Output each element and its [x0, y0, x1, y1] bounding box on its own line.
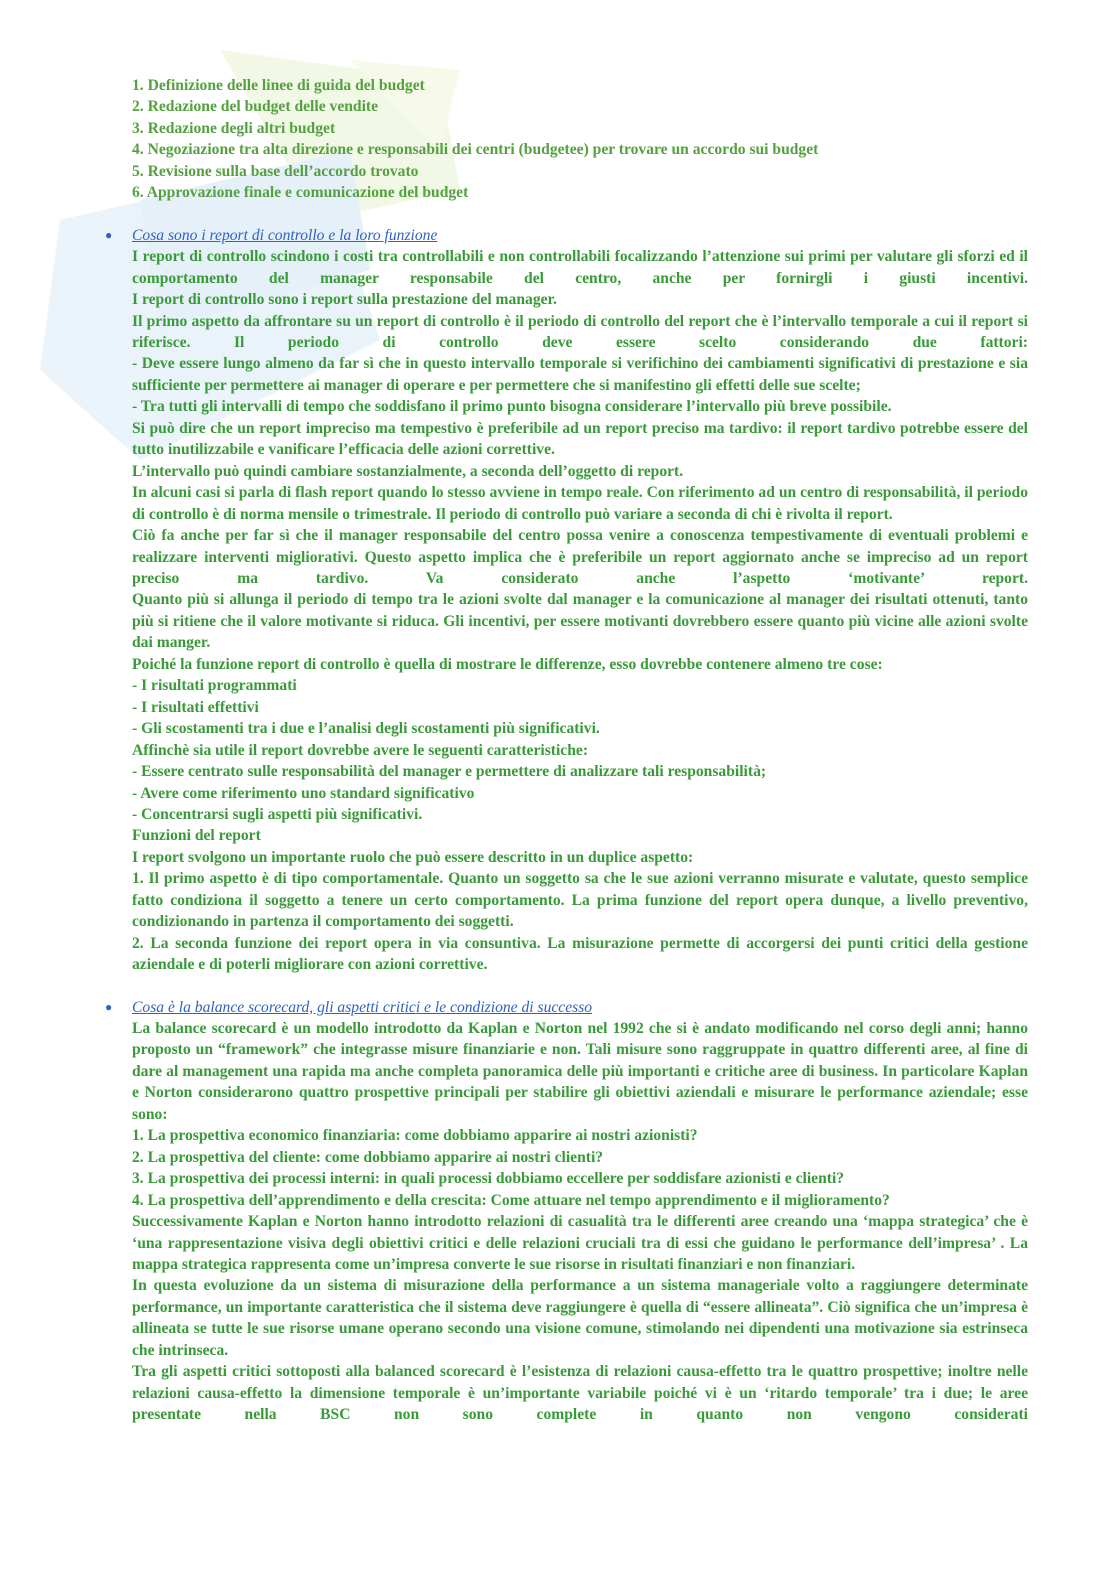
- paragraph: Poiché la funzione report di controllo è quella di mostrare le differenze, esso dovrebbe contenere almeno tre cose:: [132, 655, 883, 673]
- list-item: - Concentrarsi sugli aspetti più significativi.: [132, 805, 423, 823]
- paragraph: In alcuni casi si parla di flash report quando lo stesso avviene in tempo reale. Con riferimento ad un centro di responsabilità, il periodo di controllo è di norma mensile o trimestrale. Il periodo di controllo può variare a seconda di chi è rivolta il report.: [132, 484, 1028, 523]
- list-item: 2. La prospettiva del cliente: come dobbiamo apparire ai nostri clienti?: [132, 1148, 604, 1166]
- bullet-icon: ●: [105, 227, 113, 242]
- paragraph: 1. Il primo aspetto è di tipo comportamentale. Quanto un soggetto sa che le sue azioni verranno misurate e valutate, questo semplice fatto condiziona il soggetto a tenere un certo comportamento. La prima funzione del report opera dunque, a livello preventivo, condizionando in partenza il comportamento dei soggetti.: [132, 870, 1028, 931]
- paragraph: 2. La seconda funzione dei report opera in via consuntiva. La misurazione permette di accorgersi dei punti critici della gestione aziendale e di poterli migliorare con azioni correttive.: [132, 934, 1028, 974]
- paragraph: Si può dire che un report impreciso ma tempestivo è preferibile ad un report preciso ma tardivo: il report tardivo potrebbe essere del tutto inutilizzabile e vanificare l’efficacia delle azioni correttive.: [132, 419, 1028, 459]
- section-report-controllo: [105, 225, 1028, 976]
- paragraph: I report di controllo sono i report sulla prestazione del manager.: [132, 291, 557, 309]
- list-item: - Essere centrato sulle responsabilità del manager e permettere di analizzare tali responsabilità;: [132, 763, 767, 781]
- subheading: Funzioni del report: [132, 827, 261, 845]
- paragraph: In questa evoluzione da un sistema di misurazione della performance a un sistema manageriale volto a raggiungere determinate performance, un importante caratteristica che il sistema deve raggiungere è quella di “essere allineata”. Ciò significa che un’impresa è allineata se tutte le sue risorse umane operano secondo una visione comune, stimolando nei dipendenti una motivazione sia estrinseca che intrinseca.: [132, 1277, 1028, 1359]
- list-item: 2. Redazione del budget delle vendite: [132, 98, 379, 116]
- list-item: - I risultati programmati: [132, 677, 297, 695]
- paragraph: - Tra tutti gli intervalli di tempo che soddisfano il primo punto bisogna considerare l’intervallo più breve possibile.: [132, 398, 892, 416]
- bullet-icon: ●: [105, 999, 113, 1014]
- paragraph: Successivamente Kaplan e Norton hanno introdotto relazioni di casualità tra le differenti aree creando una ‘mappa strategica’ che è ‘una rappresentazione visiva degli obiettivi critici e delle relazioni cruciali tra di essi che guidano le performance dell’impresa’ . La mappa strategica rappresenta come un’impresa converte le sue risorse in risultati finanziari e non finanziari.: [132, 1213, 1028, 1274]
- paragraph: I report svolgono un importante ruolo che può essere descritto in un duplice aspetto:: [132, 848, 694, 866]
- list-item: 3. Redazione degli altri budget: [132, 119, 336, 137]
- paragraph: La balance scorecard è un modello introdotto da Kaplan e Norton nel 1992 che si è andato modificando nel corso degli anni; hanno proposto un “framework” che integrasse misure finanziarie e non. Tali misure sono raggruppate in quattro differenti aree, al fine di dare al management una rapida ma anche completa panoramica delle più importanti e critiche aree di business. In particolare Kaplan e Norton considerarono quattro prospettive principali per stabilire gli obiettivi aziendali e misurare le performance aziendale; esse sono:: [132, 1020, 1028, 1123]
- list-item: 3. La prospettiva dei processi interni: in quali processi dobbiamo eccellere per soddisfare azionisti e clienti?: [132, 1170, 845, 1188]
- paragraph: Il primo aspetto da affrontare su un report di controllo è il periodo di controllo del report che è l’intervallo temporale a cui il report si riferisce. Il periodo di controllo deve essere scelto considerando due fattori:: [132, 312, 1028, 351]
- list-item: - I risultati effettivi: [132, 698, 259, 716]
- paragraph: Affinchè sia utile il report dovrebbe avere le seguenti caratteristiche:: [132, 741, 589, 759]
- paragraph: Ciò fa anche per far sì che il manager responsabile del centro possa venire a conoscenza tempestivamente di eventuali problemi e realizzare interventi migliorativi. Questo aspetto implica che è preferibile un report aggiornato anche se impreciso ad un report preciso ma tardivo. Va considerato anche l’aspetto ‘motivante’ report.: [132, 527, 1028, 587]
- list-item: 4. La prospettiva dell’apprendimento e della crescita: Come attuare nel tempo apprendimento e il miglioramento?: [132, 1191, 890, 1209]
- paragraph: Quanto più si allunga il periodo di tempo tra le azioni svolte dal manager e la comunicazione al manager dei risultati ottenuti, tanto più si ritiene che il valore motivante si riduca. Gli incentivi, per essere motivanti dovrebbero essere quanto più vicine alle azioni svolte dai manger.: [132, 591, 1028, 652]
- budget-steps-list: [132, 75, 1028, 204]
- list-item: - Avere come riferimento uno standard significativo: [132, 784, 475, 802]
- section-balance-scorecard: [105, 997, 1028, 1426]
- section-heading: Cosa sono i report di controllo e la loro funzione: [132, 226, 438, 244]
- paragraph: - Deve essere lungo almeno da far sì che in questo intervallo temporale si verifichino dei cambiamenti significativi di prestazione e sia sufficiente per permettere ai manager di operare e per permettere che si manifestino gli effetti delle sue scelte;: [132, 355, 1028, 394]
- paragraph: Tra gli aspetti critici sottoposti alla balanced scorecard è l’esistenza di relazioni causa-effetto tra le quattro prospettive; inoltre nelle relazioni causa-effetto la dimensione temporale è un’importante variabile poiché vi è un ‘ritardo temporale’ tra i due; le aree presentate nella BSC non sono complete in quanto non vengono considerati: [132, 1363, 1028, 1424]
- section-heading: Cosa è la balance scorecard, gli aspetti critici e le condizione di successo: [132, 998, 593, 1016]
- document-page: [105, 75, 1028, 1426]
- paragraph: L’intervallo può quindi cambiare sostanzialmente, a seconda dell’oggetto di report.: [132, 462, 684, 480]
- list-item: 5. Revisione sulla base dell’accordo trovato: [132, 162, 419, 180]
- list-item: 4. Negoziazione tra alta direzione e responsabili dei centri (budgetee) per trovare un accordo sui budget: [132, 141, 819, 159]
- list-item: - Gli scostamenti tra i due e l’analisi degli scostamenti più significativi.: [132, 720, 600, 738]
- list-item: 6. Approvazione finale e comunicazione del budget: [132, 184, 469, 202]
- paragraph: I report di controllo scindono i costi tra controllabili e non controllabili focalizzando l’attenzione sui primi per valutare gli sforzi ed il comportamento del manager responsabile del centro, anche per fornirgli i giusti incentivi.: [132, 248, 1028, 287]
- list-item: 1. Definizione delle linee di guida del budget: [132, 77, 425, 94]
- list-item: 1. La prospettiva economico finanziaria: come dobbiamo apparire ai nostri azionisti?: [132, 1127, 698, 1145]
